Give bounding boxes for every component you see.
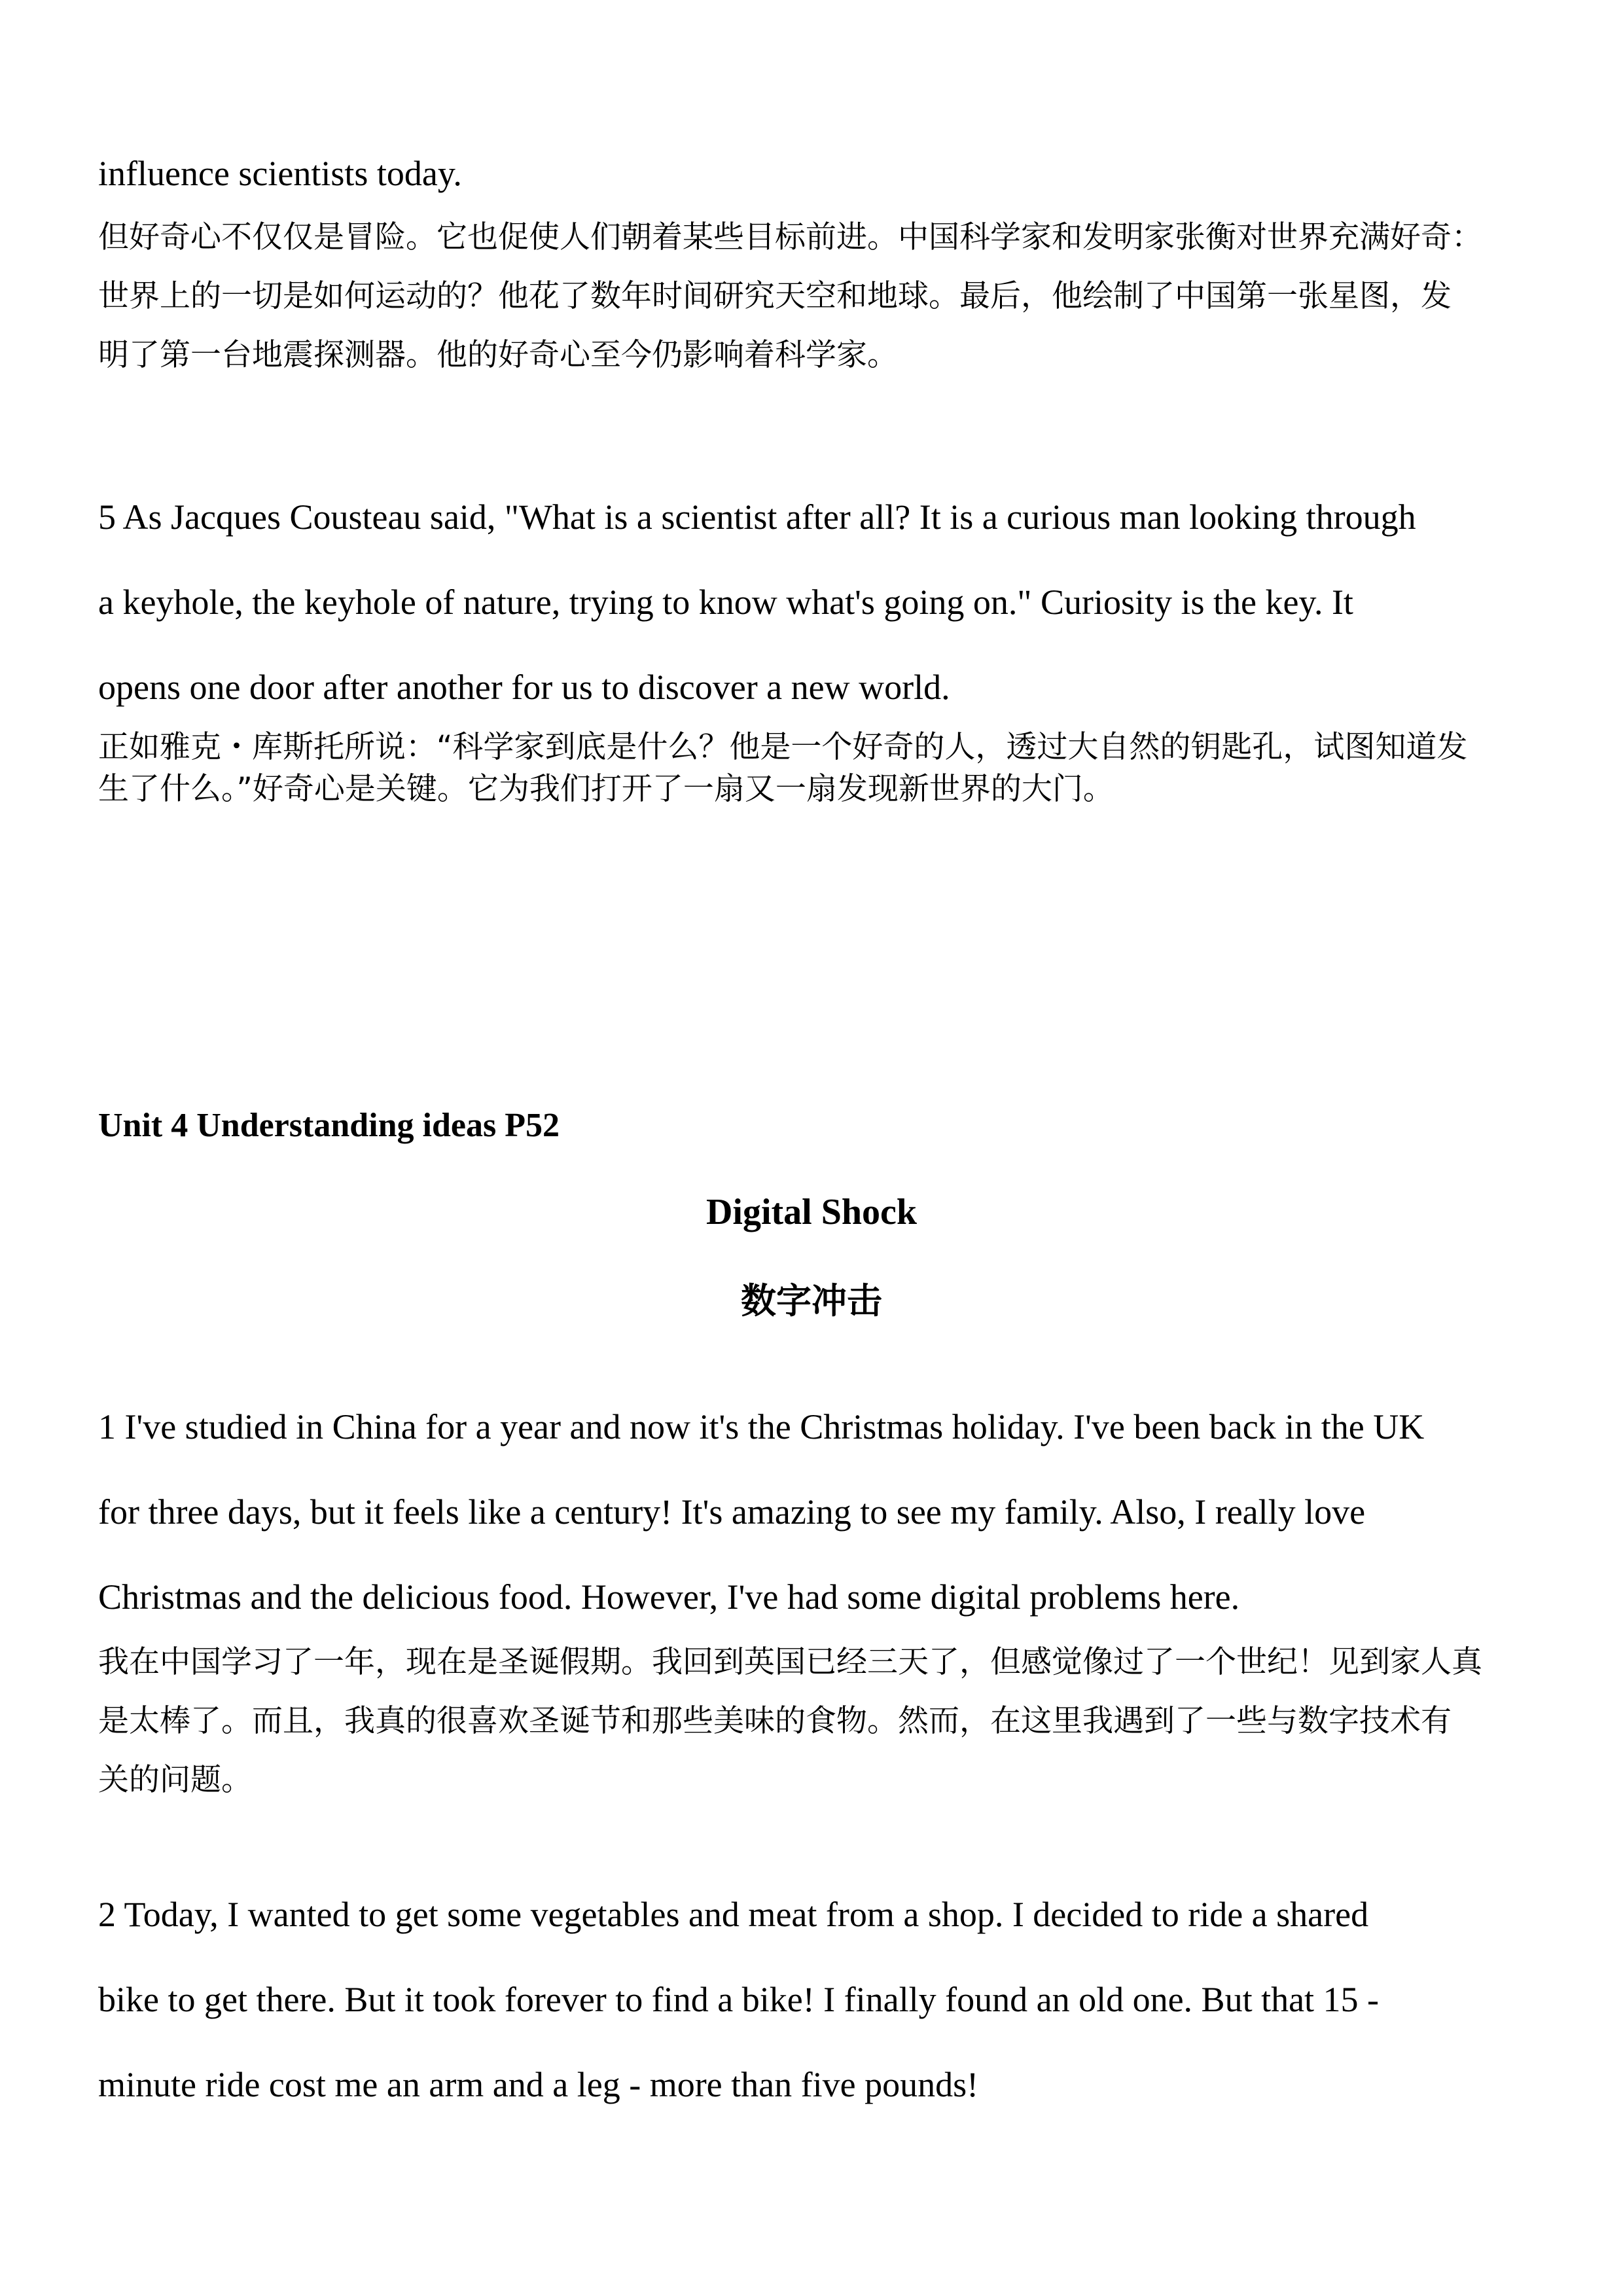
unit-heading: Unit 4 Understanding ideas P52 bbox=[98, 1107, 560, 1144]
text-line: bike to get there. But it took forever to find a bike! I finally found an old one. But that 15 - bbox=[98, 1980, 1380, 2019]
text-line: 生了什么。”好奇心是关键。它为我们打开了一扇又一扇发现新世界的大门。 bbox=[98, 771, 1114, 807]
unit-para2-english bbox=[98, 1872, 1538, 2127]
article-title-chinese: 数字冲击 bbox=[741, 1280, 882, 1321]
text-line: for three days, but it feels like a century! It's amazing to see my family. Also, I really love bbox=[98, 1492, 1366, 1532]
text-line: 我在中国学习了一年，现在是圣诞假期。我回到英国已经三天了，但感觉像过了一个世纪！见到家人真 bbox=[98, 1644, 1482, 1680]
text-line: 是太棒了。而且，我真的很喜欢圣诞节和那些美味的食物。然而，在这里我遇到了一些与数字技术有 bbox=[98, 1703, 1452, 1739]
text-line: 正如雅克・库斯托所说：“科学家到底是什么？他是一个好奇的人，透过大自然的钥匙孔，试图知道发 bbox=[98, 729, 1468, 765]
para4-chinese-translation bbox=[98, 208, 1538, 385]
text-line: 世界上的一切是如何运动的？他花了数年时间研究天空和地球。最后，他绘制了中国第一张星图，发 bbox=[98, 278, 1452, 314]
text-line: 关的问题。 bbox=[98, 1762, 252, 1798]
para5-english bbox=[98, 475, 1538, 730]
text-line: Christmas and the delicious food. However, I've had some digital problems here. bbox=[98, 1577, 1240, 1617]
para4-tail-english bbox=[98, 131, 1538, 216]
text-line: 但好奇心不仅仅是冒险。它也促使人们朝着某些目标前进。中国科学家和发明家张衡对世界充满好奇： bbox=[98, 219, 1482, 255]
article-title-english: Digital Shock bbox=[705, 1192, 918, 1232]
text-line: 2 Today, I wanted to get some vegetables and meat from a shop. I decided to ride a shared bbox=[98, 1895, 1369, 1934]
unit-para1-chinese-translation bbox=[98, 1633, 1538, 1810]
text-line: 1 I've studied in China for a year and now it's the Christmas holiday. I've been back in the UK bbox=[98, 1407, 1425, 1446]
para5-chinese-translation bbox=[98, 726, 1538, 810]
text-line: minute ride cost me an arm and a leg - more than five pounds! bbox=[98, 2065, 979, 2104]
unit-para1-english bbox=[98, 1384, 1538, 1640]
text-line: 明了第一台地震探测器。他的好奇心至今仍影响着科学家。 bbox=[98, 337, 898, 373]
text-line: a keyhole, the keyhole of nature, trying to know what's going on." Curiosity is the key. It bbox=[98, 583, 1353, 622]
text-line: influence scientists today. bbox=[98, 154, 462, 193]
text-line: 5 As Jacques Cousteau said, "What is a scientist after all? It is a curious man looking through bbox=[98, 497, 1416, 537]
text-line: opens one door after another for us to discover a new world. bbox=[98, 668, 950, 707]
